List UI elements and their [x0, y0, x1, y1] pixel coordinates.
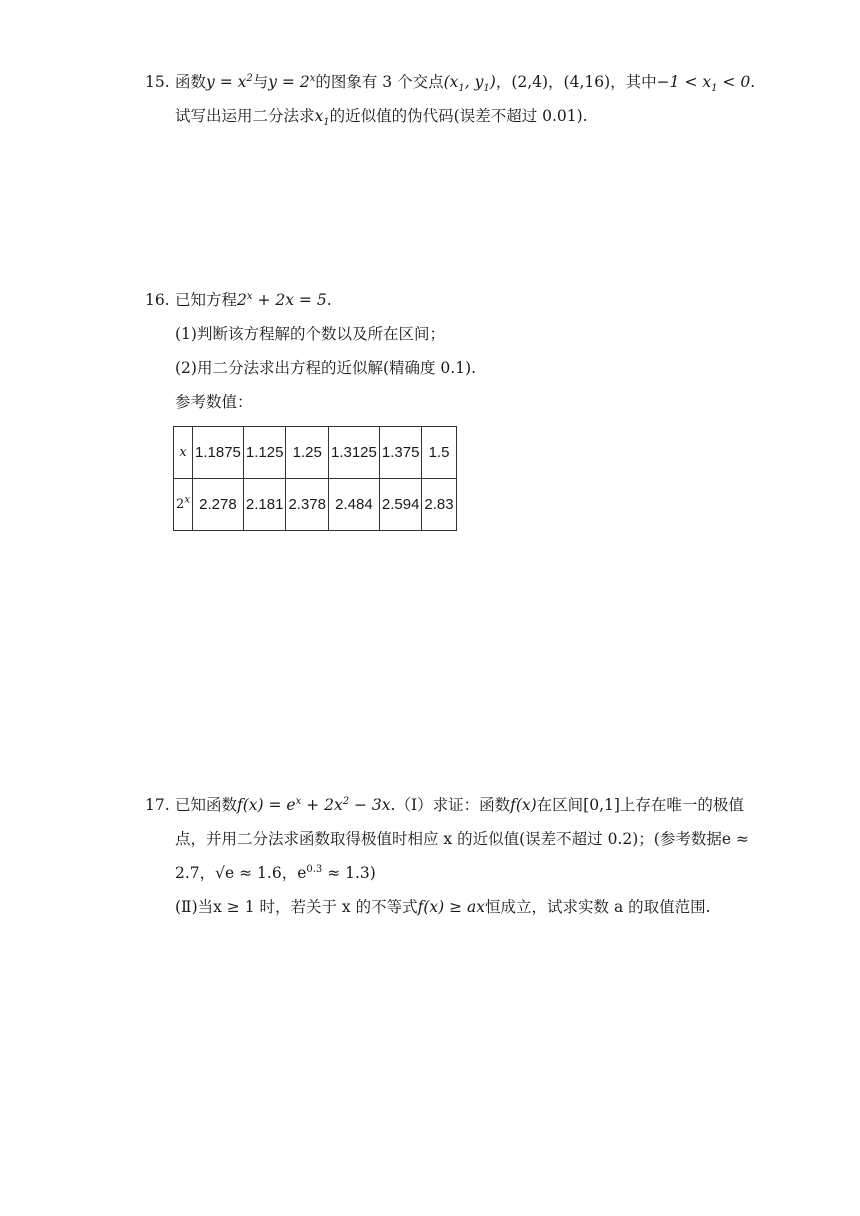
q15-text-e: 试写出运用二分法求	[175, 107, 315, 125]
q15-inequality: $-1 < x_1 < 0$.	[656, 73, 756, 95]
table-cell: 1.25	[286, 427, 329, 479]
reference-table	[173, 426, 457, 531]
q16-number: 16.	[145, 291, 170, 309]
q16-line-1	[145, 283, 476, 317]
q16-part-1: (1)判断该方程解的个数以及所在区间；	[175, 325, 445, 343]
q15-text-f: 的近似值的伪代码(误差不超过 0.01).	[329, 107, 588, 125]
table-head-x: x	[174, 427, 193, 479]
q15-eq1: $y = x^2$	[206, 72, 253, 91]
table-cell: 1.5	[422, 427, 456, 479]
table-cell: 2.594	[379, 479, 422, 531]
q17-line-1	[145, 788, 749, 822]
q15-text-b: 与	[252, 73, 269, 91]
table-row-x	[174, 427, 457, 479]
q15-eq2: $y = 2^x$	[268, 72, 316, 91]
q17-line-4: (Ⅱ)当x ≥ 1 时，若关于 x 的不等式f(x) ≥ ax恒成立，试求实数 a 的取值范围.	[175, 898, 711, 916]
q16-part-2: (2)用二分法求出方程的近似解(精确度 0.1).	[175, 359, 477, 377]
question-15	[145, 65, 755, 133]
table-cell: 1.3125	[328, 427, 379, 479]
table-cell: 2.83	[422, 479, 456, 531]
q16-text: 已知方程	[175, 291, 238, 309]
table-row-pow	[174, 479, 457, 531]
q15-number: 15.	[145, 73, 170, 91]
q17-line-2: 点，并用二分法求函数取得极值时相应 x 的近似值(误差不超过 0.2)；(参考数据e ≈	[175, 830, 749, 848]
q15-text-c: 的图象有 3 个交点	[315, 73, 444, 91]
q15-text-d: ，(2,4)，(4,16)，其中	[495, 73, 657, 91]
q15-line-2	[145, 99, 755, 133]
table-cell: 2.181	[243, 479, 286, 531]
q16-period: .	[326, 291, 332, 309]
q15-x1: $x_1$	[314, 107, 330, 129]
q15-point: ($x_1$, $y_1$)	[443, 73, 496, 95]
question-17	[145, 788, 749, 924]
table-cell: 2.484	[328, 479, 379, 531]
q16-ref-label: 参考数值：	[175, 393, 253, 411]
q17-line-3: 2.7，√e ≈ 1.6，$e^{0.3} \approx 1.3$)	[175, 863, 376, 882]
q17-fx: f(x)	[510, 796, 537, 814]
q17-function: $f(x) = e^x + 2x^2 - 3x$	[237, 795, 391, 814]
q17-text-c: 在区间[0,1]上存在唯一的极值	[536, 796, 744, 814]
table-cell: 1.1875	[193, 427, 244, 479]
table-cell: 2.378	[286, 479, 329, 531]
q17-text-b: .（Ⅰ）求证：函数	[390, 796, 511, 814]
q15-text: 函数	[175, 73, 207, 91]
q16-equation: $2^x + 2x = 5$	[237, 290, 327, 309]
table-cell: 1.125	[243, 427, 286, 479]
table-cell: 2.278	[193, 479, 244, 531]
q17-text: 已知函数	[175, 796, 238, 814]
question-16	[145, 283, 476, 419]
q17-number: 17.	[145, 796, 170, 814]
q15-line-1	[145, 65, 755, 99]
table-cell: 1.375	[379, 427, 422, 479]
table-head-pow: 2$^x$	[174, 479, 193, 531]
